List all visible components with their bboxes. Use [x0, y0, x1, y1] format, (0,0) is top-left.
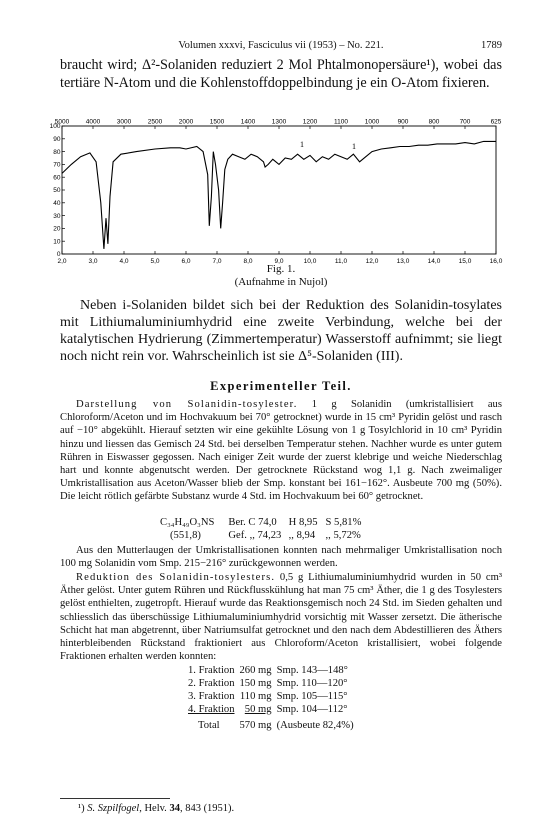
top-tick-label: 1000 — [364, 118, 380, 126]
footnote-rule — [60, 798, 170, 799]
y-tick-label: 0 — [56, 251, 61, 259]
paragraph-solaniden: Neben i-Solaniden bildet sich bei der Reduktion des Solanidin-tosylates mit Lithiumaluminiumhydrid eine zweite Verbindung, welche bei der katalytischen Hydrierung (Zimmertemperatur) Wasserstoff aufnimmt; sie liegt noch nicht rein vor. Wahrscheinlich ist sie Δ⁵-Solaniden (III). — [60, 298, 502, 364]
footnote-ref-post: , 843 (1951). — [179, 803, 235, 814]
analysis-formula: C₃₄H₄₉O₃NS — [160, 517, 215, 528]
spectrum-series-line — [62, 141, 496, 249]
top-tick-label: 3000 — [116, 118, 132, 126]
x-tick-label: 6,0 — [181, 258, 191, 265]
y-tick-label: 90 — [53, 136, 61, 143]
analysis-found-h: ,, 8,94 — [288, 530, 316, 541]
reduction-body: 0,5 g Lithiumaluminiumhydrid wurden in 50 cm³ Äther gelöst. Unter gutem Rühren und Rückflusskühlung hat man 75 cm³ Äther, die 1 g des Tosylesters gelöst enthielten, zugetropft. Hierauf wurde das Reaktionsgemisch noch 24 Std. im Sieden gehalten und schliesslich das überschüssige Lithiumaluminiumhydrid vorsichtig mit Wasser zersetzt. Die ätherische Schicht hat man abgetrennt, über Natriumsulfat getrocknet und den nach dem Abdestillieren des Äthers hinterbleibenden Rückstand fraktioniert aus Chloroform/Aceton kristallisiert, wobei folgende Fraktionen erhalten werden konnten: — [60, 572, 502, 663]
ir-spectrum-chart — [49, 116, 504, 268]
fraction-row — [188, 703, 359, 716]
top-tick-label: 1400 — [240, 118, 256, 126]
top-tick-label: 625 — [490, 118, 502, 126]
fractions-table — [188, 664, 359, 732]
analysis-found-s: ,, 5,72% — [325, 530, 361, 541]
figure-caption: Fig. 1. — [266, 263, 296, 275]
x-tick-label: 3,0 — [88, 258, 98, 265]
band-annotation-2: 1 — [352, 142, 356, 151]
x-tick-label: 15,0 — [458, 258, 472, 265]
y-tick-label: 70 — [53, 161, 61, 169]
x-tick-label: 12,0 — [365, 258, 379, 265]
fraction-label: 4. Fraktion — [188, 704, 235, 715]
top-tick-label: 800 — [428, 118, 440, 126]
fraction-mp: Smp. 143—148° — [276, 665, 348, 676]
mother-liquor-paragraph: Aus den Mutterlaugen der Umkristallisationen konnten nach mehrmaliger Umkristallisation noch 100 mg Solanidin vom Smp. 215−216° zurückgewonnen werden. — [60, 545, 502, 570]
fraction-mp: Smp. 105—115° — [276, 691, 348, 702]
fraction-row — [188, 690, 359, 703]
analysis-found-c: Gef. ,, 74,23 — [228, 530, 282, 541]
tosylester-heading: Darstellung von Solanidin-tosylester. — [76, 399, 298, 410]
fraction-row — [188, 677, 359, 690]
top-tick-label: 1100 — [334, 118, 348, 126]
top-tick-label: 2000 — [178, 118, 194, 126]
footnote-mark: ¹) — [78, 803, 85, 814]
analysis-calc-h: H 8,95 — [288, 517, 318, 528]
top-tick-label: 1500 — [209, 118, 225, 126]
analysis-calc-c: Ber. C 74,0 — [228, 517, 277, 528]
fraction-total-row — [188, 716, 359, 732]
analysis-mw: (551,8) — [170, 530, 201, 541]
x-tick-label: 9,0 — [274, 258, 284, 265]
total-yield: (Ausbeute 82,4%) — [276, 720, 354, 731]
y-tick-label: 80 — [53, 148, 61, 156]
x-tick-label: 4,0 — [119, 258, 129, 265]
y-tick-labels — [50, 123, 65, 258]
top-tick-labels — [55, 119, 502, 130]
figure-caption-block — [60, 263, 502, 289]
y-tick-label: 60 — [53, 174, 61, 182]
band-annotation-1: 1 — [300, 140, 304, 149]
x-tick-label: 10,0 — [303, 258, 317, 265]
top-tick-label: 900 — [397, 118, 409, 126]
y-tick-label: 10 — [53, 238, 61, 246]
fraction-row — [188, 664, 359, 677]
tosylester-body: 1 g Solanidin (umkristallisiert aus Chloroform/Aceton und im Hochvakuum bei 70° getrocknet) wurde in 15 cm³ Pyridin gelöst und rasch auf −10° abgekühlt. Hierauf setzten wir eine gekühlte Lösung von 1 g Tosylchlorid in 10 cm³ Pyridin hinzu und liessen das Gemisch 24 Std. bei derselben Temperatur stehen. Nachher wurde es unter gutem Rühren in Eiswasser gegossen. Nach einiger Zeit wurde der zuerst klebrige und weiche Niederschlag hart und konnte abgenutscht werden. Der getrocknete Rückstand wog 1,1 g. Nach zweimaliger Umkristallisation aus Aceton/Wasser blieb der Smp. konstant bei 161−162°. Ausbeute 700 mg (50%). Die leicht rötlich gefärbte Substanz wurde 4 Std. im Hochvakuum bei 60° getrocknet. — [60, 399, 502, 503]
y-tick-label: 40 — [53, 200, 61, 207]
footnote-volume: 34 — [169, 803, 180, 814]
running-header — [60, 40, 502, 54]
x-tick-label: 5,0 — [150, 258, 160, 265]
footnote-author: S. Szpilfogel — [87, 803, 140, 814]
running-title: Volumen xxxvi, Fasciculus vii (1953) – No. 221. — [178, 40, 384, 51]
figure-subcaption: (Aufnahme in Nujol) — [234, 276, 328, 288]
x-tick-label: 13,0 — [396, 258, 410, 265]
fraction-mp: Smp. 110—120° — [276, 678, 348, 689]
fraction-amount: 260 mg — [239, 665, 272, 676]
page-number: 1789 — [481, 40, 502, 51]
top-tick-label: 4000 — [85, 118, 101, 126]
fraction-label: 2. Fraktion — [188, 678, 235, 689]
y-tick-label: 50 — [53, 187, 61, 195]
total-amount: 570 mg — [239, 720, 272, 731]
fraction-amount: 50 mg — [244, 704, 272, 715]
intro-paragraph: braucht wird; Δ²-Solaniden reduziert 2 Mol Phtalmonopersäure¹), wobei das tertiäre N-Atom und die Kohlenstoffdoppelbindung je ein O-Atom fixieren. — [60, 57, 502, 91]
top-tick-label: 1300 — [271, 118, 287, 126]
x-tick-label: 8,0 — [243, 258, 253, 265]
analysis-calc-s: S 5,81% — [325, 517, 362, 528]
x-tick-label: 7,0 — [212, 258, 222, 265]
section-title: Experimenteller Teil. — [210, 379, 352, 393]
reduction-heading: Reduktion des Solanidin-tosylesters. — [76, 572, 276, 583]
fraction-mp: Smp. 104—112° — [276, 704, 348, 715]
x-tick-label: 14,0 — [427, 258, 441, 265]
x-tick-label: 11,0 — [334, 258, 348, 265]
footnote — [78, 803, 234, 814]
reduction-paragraph — [60, 571, 502, 663]
top-tick-label: 5000 — [54, 118, 70, 126]
fraction-label: 1. Fraktion — [188, 665, 235, 676]
x-tick-label: 16,0 — [489, 258, 503, 265]
elemental-analysis — [160, 516, 365, 542]
top-tick-label: 1200 — [302, 118, 318, 126]
top-tick-label: 2500 — [147, 118, 163, 126]
fraction-label: 3. Fraktion — [188, 691, 235, 702]
y-tick-label: 20 — [53, 225, 61, 233]
y-tick-label: 30 — [53, 212, 61, 220]
y-tick-label: 100 — [49, 123, 61, 131]
fraction-amount: 150 mg — [239, 678, 272, 689]
footnote-ref-pre: , Helv. — [139, 803, 170, 814]
tosylester-paragraph — [60, 398, 502, 504]
top-tick-label: 700 — [459, 118, 471, 126]
x-tick-label: 2,0 — [57, 258, 67, 265]
total-label: Total — [198, 720, 220, 731]
fraction-amount: 110 mg — [239, 691, 272, 702]
